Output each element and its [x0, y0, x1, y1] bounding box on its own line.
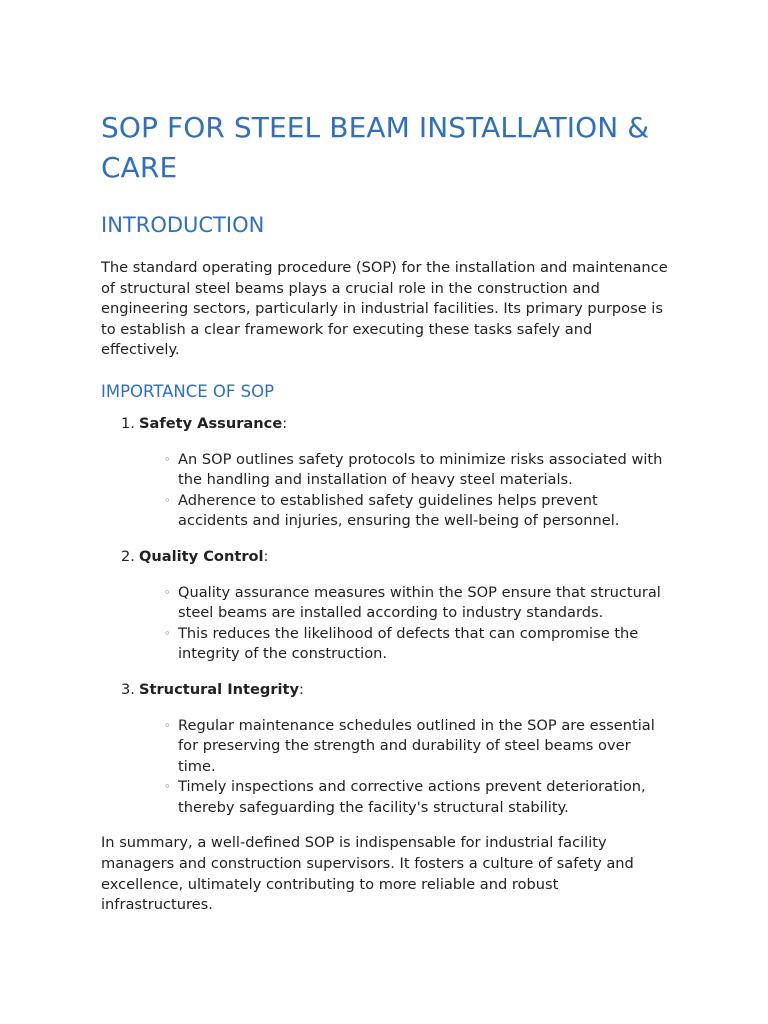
circle-bullet-icon: ◦	[164, 718, 171, 732]
list-item-title: Structural Integrity	[139, 680, 300, 698]
list-item-number: 1.	[121, 414, 135, 432]
list-item	[101, 450, 671, 491]
list-item-heading	[101, 680, 671, 701]
list-item-colon: :	[263, 547, 269, 565]
list-item	[101, 716, 671, 778]
list-item-text: An SOP outlines safety protocols to minimize risks associated with the handling and installation of heavy steel materials.	[178, 450, 663, 489]
sub-list	[101, 716, 671, 819]
circle-bullet-icon: ◦	[164, 626, 171, 640]
list-item-text: This reduces the likelihood of defects that can compromise the integrity of the construction.	[178, 624, 639, 663]
list-item	[101, 777, 671, 818]
circle-bullet-icon: ◦	[164, 493, 171, 507]
circle-bullet-icon: ◦	[164, 452, 171, 466]
sub-list	[101, 450, 671, 532]
summary-paragraph: In summary, a well-defined SOP is indispensable for industrial facility managers and construction supervisors. It fosters a culture of safety and excellence, ultimately contributing to more reliable and robust infrastructures.	[101, 834, 634, 914]
circle-bullet-icon: ◦	[164, 780, 171, 794]
importance-item-structural	[101, 680, 671, 819]
importance-item-quality	[101, 547, 671, 665]
list-item-text: Adherence to established safety guidelines helps prevent accidents and injuries, ensuring the well-being of personnel.	[178, 491, 620, 530]
document-page	[101, 108, 671, 916]
introduction-paragraph: The standard operating procedure (SOP) for the installation and maintenance of structural steel beams plays a crucial role in the construction and engineering sectors, particularly in industrial facilities. Its primary purpose is to establish a clear framework for executing these tasks safely and effectively.	[101, 259, 668, 359]
introduction-heading: INTRODUCTION	[101, 213, 265, 237]
list-item-heading	[101, 414, 671, 435]
list-item	[101, 583, 671, 624]
list-item	[101, 624, 671, 665]
list-item-text: Timely inspections and corrective actions prevent deterioration, thereby safeguarding the facility's structural stability.	[178, 778, 646, 816]
list-item-number: 3.	[121, 680, 135, 698]
list-item-colon: :	[282, 414, 288, 432]
list-item-number: 2.	[121, 547, 135, 565]
importance-item-safety	[101, 414, 671, 532]
circle-bullet-icon: ◦	[164, 585, 171, 599]
list-item-text: Quality assurance measures within the SOP ensure that structural steel beams are installed according to industry standards.	[178, 583, 661, 622]
importance-heading: IMPORTANCE OF SOP	[101, 381, 275, 401]
document-title: SOP FOR STEEL BEAM INSTALLATION & CARE	[101, 111, 650, 184]
list-item-text: Regular maintenance schedules outlined in the SOP are essential for preserving the strength and durability of steel beams over time.	[178, 716, 655, 775]
list-item-colon: :	[299, 680, 304, 698]
list-item-heading	[101, 547, 671, 568]
list-item-title: Safety Assurance	[139, 414, 283, 432]
list-item	[101, 491, 671, 532]
list-item-title: Quality Control	[139, 547, 264, 565]
importance-list	[101, 414, 671, 819]
sub-list	[101, 583, 671, 665]
